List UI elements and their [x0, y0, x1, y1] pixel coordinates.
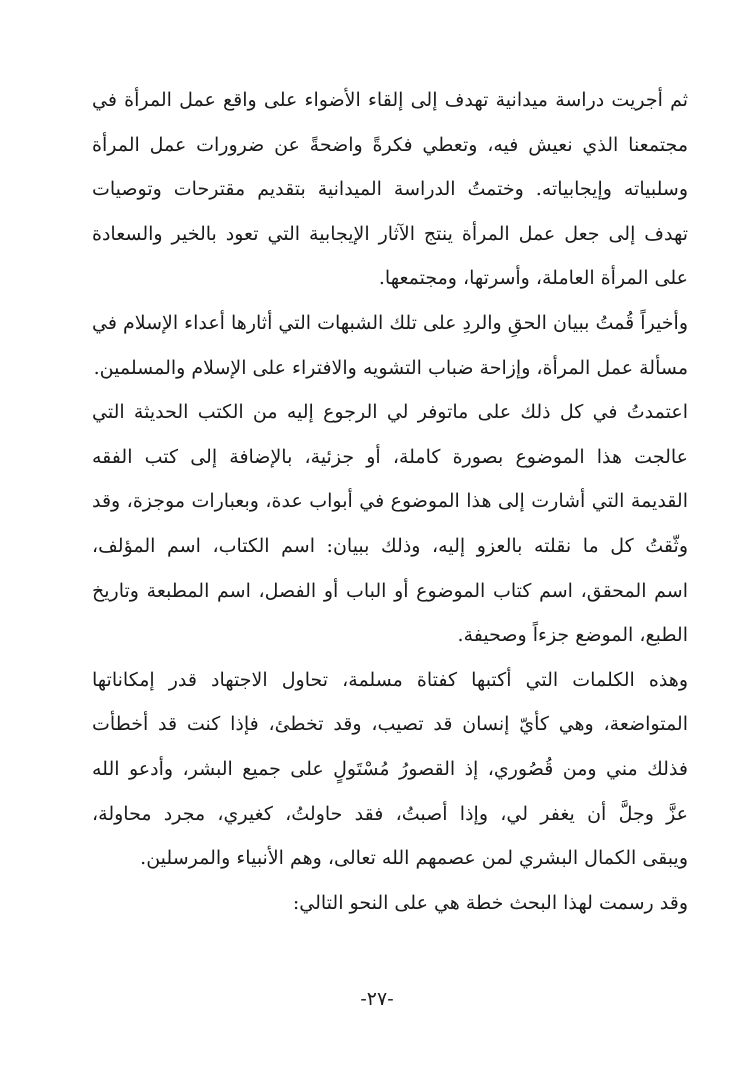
text-line: القديمة التي أشارت إلى هذا الموضوع في أبواب عدة، وبعبارات موجزة، وقد	[92, 490, 688, 513]
text-line: المتواضعة، وهي كأيّ إنسان قد تصيب، وقد تخطئ، فإذا كنت قد أخطأت	[92, 713, 688, 736]
text-line: تهدف إلى جعل عمل المرأة ينتج الآثار الإيجابية التي تعود بالخير والسعادة	[92, 222, 688, 245]
text-line: وأخيراً قُمتُ ببيان الحقِ والردِ على تلك الشبهات التي أثارها أعداء الإسلام في	[92, 311, 688, 334]
text-line: وهذه الكلمات التي أكتبها كفتاة مسلمة، تحاول الاجتهاد قدر إمكاناتها	[92, 668, 688, 691]
text-line: وثّقتُ كل ما نقلته بالعزو إليه، وذلك ببيان: اسم الكتاب، اسم المؤلف،	[92, 534, 688, 557]
text-line: ويبقى الكمال البشري لمن عصمهم الله تعالى، وهم الأنبياء والمرسلين.	[140, 847, 688, 870]
text-line: مسألة عمل المرأة، وإزاحة ضباب التشويه والافتراء على الإسلام والمسلمين.	[93, 356, 688, 379]
text-line: ثم أجريت دراسة ميدانية تهدف إلى إلقاء الأضواء على واقع عمل المرأة في	[92, 89, 688, 111]
page-number: -٢٧-	[360, 988, 394, 1010]
text-line: اسم المحقق، اسم كتاب الموضوع أو الباب أو الفصل، اسم المطبعة وتاريخ	[92, 579, 688, 602]
text-line: وسلبياته وإيجابياته. وختمتُ الدراسة الميدانية بتقديم مقترحات وتوصيات	[92, 178, 688, 201]
text-line: مجتمعنا الذي نعيش فيه، وتعطي فكرةً واضحةً عن ضرورات عمل المرأة	[92, 133, 688, 156]
text-line: الطبع، الموضع جزءاً وصحيفة.	[457, 624, 688, 647]
text-line: فذلك مني ومن قُصُوري، إذ القصورُ مُسْتَولٍ على جميع البشر، وأدعو الله	[92, 757, 688, 780]
text-line: عزَّ وجلَّ أن يغفر لي، وإذا أصبتُ، فقد حاولتُ، كغيري، مجرد محاولة،	[92, 802, 688, 825]
text-line: على المرأة العاملة، وأسرتها، ومجتمعها.	[378, 267, 688, 290]
text-line: وقد رسمت لهذا البحث خطة هي على النحو التالي:	[292, 891, 688, 914]
text-line: اعتمدتُ في كل ذلك على ماتوفر لي الرجوع إليه من الكتب الحديثة التي	[92, 401, 688, 424]
page-body	[92, 78, 688, 925]
text-line: عالجت هذا الموضوع بصورة كاملة، أو جزئية، بالإضافة إلى كتب الفقه	[92, 445, 688, 468]
